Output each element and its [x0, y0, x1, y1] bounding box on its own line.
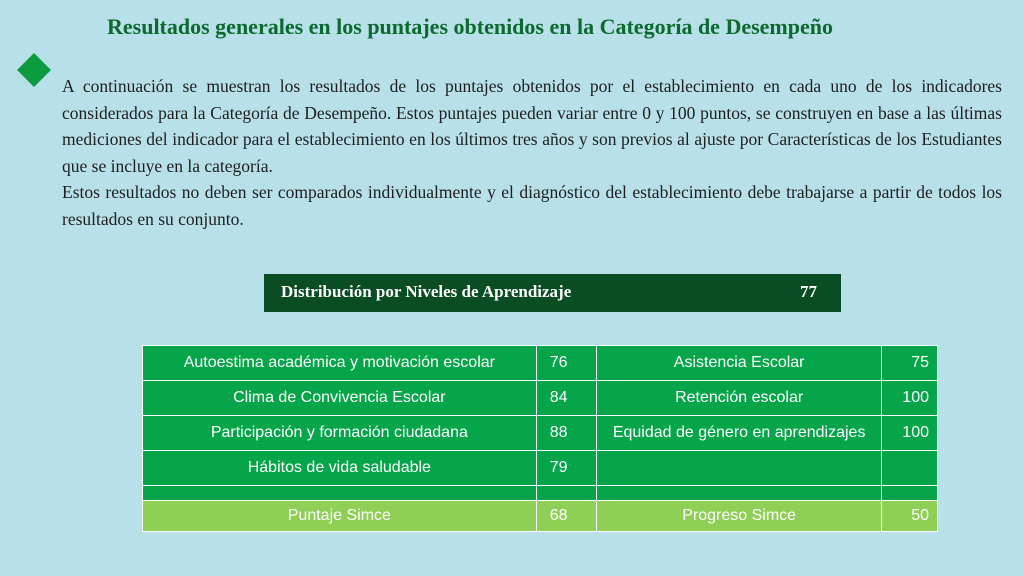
- indicator-label: Participación y formación ciudadana: [143, 416, 537, 451]
- page-title: Resultados generales en los puntajes obtenidos en la Categoría de Desempeño: [107, 14, 833, 39]
- indicator-label: Hábitos de vida saludable: [143, 451, 537, 486]
- description-text: [62, 73, 1002, 232]
- empty-cell: [536, 486, 597, 501]
- table-row: [143, 381, 938, 416]
- table-row: [143, 346, 938, 381]
- indicator-value: 84: [536, 381, 597, 416]
- summary-label: Puntaje Simce: [143, 501, 537, 532]
- empty-cell: [881, 486, 937, 501]
- summary-label: Progreso Simce: [597, 501, 881, 532]
- empty-cell: [597, 486, 881, 501]
- indicator-label: Clima de Convivencia Escolar: [143, 381, 537, 416]
- distribution-label: Distribución por Niveles de Aprendizaje: [281, 282, 572, 301]
- indicator-label: [597, 451, 881, 486]
- indicator-label: Equidad de género en aprendizajes: [597, 416, 881, 451]
- indicator-value: [881, 451, 937, 486]
- indicator-value: 100: [881, 381, 937, 416]
- distribution-bar: [264, 274, 841, 312]
- summary-row: [143, 501, 938, 532]
- table-row: [143, 451, 938, 486]
- results-table: [142, 345, 938, 532]
- description-paragraph-1: A continuación se muestran los resultados de los puntajes obtenidos por el establecimiento en cada uno de los indicadores considerados para la Categoría de Desempeño. Estos puntajes pueden variar entre 0 y 100 puntos, se construyen en base a las últimas mediciones del indicador para el establecimiento en los últimos tres años y son previos al ajuste por Características de los Estudiantes que se incluye en la categoría.: [62, 76, 1002, 176]
- table-row-empty: [143, 486, 938, 501]
- indicator-value: 88: [536, 416, 597, 451]
- indicator-label: Retención escolar: [597, 381, 881, 416]
- description-paragraph-2: Estos resultados no deben ser comparados individualmente y el diagnóstico del establecimiento debe trabajarse a partir de todos los resultados en su conjunto.: [62, 182, 1002, 229]
- indicator-value: 79: [536, 451, 597, 486]
- diamond-bullet-icon: [17, 53, 51, 87]
- indicator-value: 100: [881, 416, 937, 451]
- table-row: [143, 416, 938, 451]
- empty-cell: [143, 486, 537, 501]
- summary-value: 68: [536, 501, 597, 532]
- indicator-value: 75: [881, 346, 937, 381]
- indicator-label: Autoestima académica y motivación escolar: [143, 346, 537, 381]
- summary-value: 50: [881, 501, 937, 532]
- indicator-value: 76: [536, 346, 597, 381]
- distribution-value: 77: [800, 282, 817, 301]
- indicator-label: Asistencia Escolar: [597, 346, 881, 381]
